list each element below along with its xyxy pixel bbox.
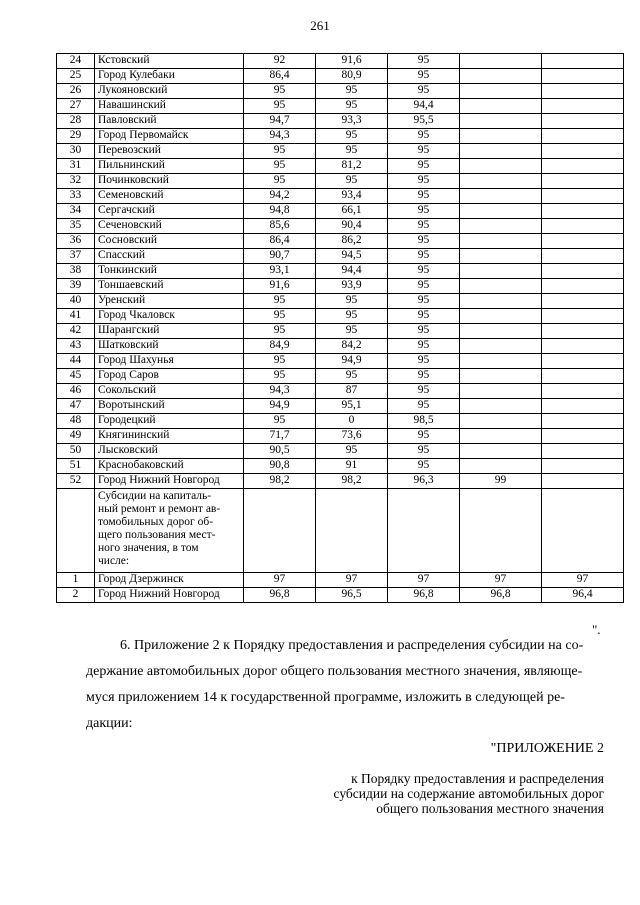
value-col-2: 73,6 bbox=[316, 429, 388, 444]
value-col-2: 95,1 bbox=[316, 399, 388, 414]
value-col-1: 85,6 bbox=[244, 219, 316, 234]
district-name: Тоншаевский bbox=[95, 279, 244, 294]
value-col-2: 87 bbox=[316, 384, 388, 399]
value-col-1: 95 bbox=[244, 324, 316, 339]
value-col-5 bbox=[542, 84, 624, 99]
value-col-4: 96,8 bbox=[460, 588, 542, 603]
value-col-1: 94,2 bbox=[244, 189, 316, 204]
value-col-2: 84,2 bbox=[316, 339, 388, 354]
appendix-line: субсидии на содержание автомобильных дорог bbox=[333, 786, 604, 801]
table-row bbox=[57, 114, 624, 129]
value-col-1: 90,8 bbox=[244, 459, 316, 474]
empty-cell bbox=[542, 489, 624, 573]
value-col-1: 94,8 bbox=[244, 204, 316, 219]
table-row bbox=[57, 399, 624, 414]
value-col-1: 92 bbox=[244, 54, 316, 69]
value-col-1: 86,4 bbox=[244, 234, 316, 249]
subsidy-description-line: Субсидии на капиталь- bbox=[98, 490, 212, 502]
value-col-1: 84,9 bbox=[244, 339, 316, 354]
value-col-1: 90,5 bbox=[244, 444, 316, 459]
subsidy-description-line: томобильных дорог об- bbox=[98, 516, 214, 528]
value-col-1: 94,3 bbox=[244, 129, 316, 144]
table-row bbox=[57, 159, 624, 174]
value-col-5 bbox=[542, 189, 624, 204]
district-name: Починковский bbox=[95, 174, 244, 189]
value-col-5 bbox=[542, 384, 624, 399]
row-number: 44 bbox=[57, 354, 95, 369]
value-col-4 bbox=[460, 339, 542, 354]
value-col-3: 95 bbox=[388, 429, 460, 444]
value-col-1: 96,8 bbox=[244, 588, 316, 603]
value-col-3: 95 bbox=[388, 129, 460, 144]
value-col-5 bbox=[542, 69, 624, 84]
table-body bbox=[57, 54, 624, 603]
district-name: Спасский bbox=[95, 249, 244, 264]
district-name: Шатковский bbox=[95, 339, 244, 354]
value-col-4 bbox=[460, 399, 542, 414]
value-col-4 bbox=[460, 54, 542, 69]
value-col-4 bbox=[460, 264, 542, 279]
value-col-2: 95 bbox=[316, 369, 388, 384]
table-row bbox=[57, 144, 624, 159]
appendix-line: общего пользования местного значения bbox=[376, 801, 604, 816]
district-name: Уренский bbox=[95, 294, 244, 309]
value-col-2: 95 bbox=[316, 84, 388, 99]
closing-quote: ". bbox=[592, 622, 601, 637]
value-col-1: 95 bbox=[244, 309, 316, 324]
value-col-1: 95 bbox=[244, 354, 316, 369]
value-col-3: 95 bbox=[388, 399, 460, 414]
appendix-line: к Порядку предоставления и распределения bbox=[351, 771, 604, 786]
row-number: 52 bbox=[57, 474, 95, 489]
value-col-4 bbox=[460, 249, 542, 264]
value-col-4 bbox=[460, 324, 542, 339]
row-number: 45 bbox=[57, 369, 95, 384]
table-row bbox=[57, 264, 624, 279]
value-col-2: 93,3 bbox=[316, 114, 388, 129]
value-col-5 bbox=[542, 339, 624, 354]
value-col-4 bbox=[460, 444, 542, 459]
value-col-3: 95 bbox=[388, 159, 460, 174]
value-col-3: 95 bbox=[388, 324, 460, 339]
row-number: 50 bbox=[57, 444, 95, 459]
district-name: Павловский bbox=[95, 114, 244, 129]
value-col-4: 99 bbox=[460, 474, 542, 489]
empty-cell bbox=[57, 489, 95, 573]
empty-cell bbox=[460, 489, 542, 573]
district-name: Город Дзержинск bbox=[95, 573, 244, 588]
table-row bbox=[57, 309, 624, 324]
subsidy-table bbox=[56, 53, 624, 603]
value-col-4 bbox=[460, 429, 542, 444]
value-col-2: 91,6 bbox=[316, 54, 388, 69]
value-col-4 bbox=[460, 294, 542, 309]
value-col-3: 98,5 bbox=[388, 414, 460, 429]
value-col-3: 95 bbox=[388, 339, 460, 354]
value-col-2: 94,4 bbox=[316, 264, 388, 279]
district-name: Навашинский bbox=[95, 99, 244, 114]
value-col-5 bbox=[542, 414, 624, 429]
subsidy-description-line: ного значения, в том bbox=[98, 542, 199, 554]
district-name: Город Шахунья bbox=[95, 354, 244, 369]
value-col-4 bbox=[460, 309, 542, 324]
value-col-5 bbox=[542, 144, 624, 159]
value-col-5 bbox=[542, 429, 624, 444]
value-col-1: 93,1 bbox=[244, 264, 316, 279]
value-col-5 bbox=[542, 474, 624, 489]
value-col-1: 95 bbox=[244, 369, 316, 384]
value-col-2: 95 bbox=[316, 99, 388, 114]
paragraph-line: муся приложением 14 к государственной программе, изложить в следующей ре- bbox=[86, 690, 565, 705]
value-col-2: 90,4 bbox=[316, 219, 388, 234]
value-col-4 bbox=[460, 414, 542, 429]
district-name: Княгининский bbox=[95, 429, 244, 444]
table-row bbox=[57, 54, 624, 69]
table-row bbox=[57, 129, 624, 144]
table-row bbox=[57, 459, 624, 474]
value-col-2: 95 bbox=[316, 294, 388, 309]
table-row bbox=[57, 234, 624, 249]
row-number: 31 bbox=[57, 159, 95, 174]
table-row bbox=[57, 99, 624, 114]
value-col-1: 94,7 bbox=[244, 114, 316, 129]
value-col-5 bbox=[542, 399, 624, 414]
district-name: Город Саров bbox=[95, 369, 244, 384]
value-col-2: 0 bbox=[316, 414, 388, 429]
value-col-2: 91 bbox=[316, 459, 388, 474]
table-row bbox=[57, 573, 624, 588]
value-col-5 bbox=[542, 174, 624, 189]
value-col-3: 95 bbox=[388, 459, 460, 474]
row-number: 28 bbox=[57, 114, 95, 129]
district-name: Город Нижний Новгород bbox=[95, 588, 244, 603]
value-col-5 bbox=[542, 219, 624, 234]
value-col-5: 96,4 bbox=[542, 588, 624, 603]
value-col-4 bbox=[460, 159, 542, 174]
district-name: Лукояновский bbox=[95, 84, 244, 99]
value-col-1: 94,3 bbox=[244, 384, 316, 399]
row-number: 29 bbox=[57, 129, 95, 144]
value-col-2: 98,2 bbox=[316, 474, 388, 489]
value-col-2: 80,9 bbox=[316, 69, 388, 84]
district-name: Сосновский bbox=[95, 234, 244, 249]
value-col-4 bbox=[460, 144, 542, 159]
value-col-4 bbox=[460, 219, 542, 234]
district-name: Город Нижний Новгород bbox=[95, 474, 244, 489]
value-col-3: 95 bbox=[388, 309, 460, 324]
value-col-2: 93,9 bbox=[316, 279, 388, 294]
value-col-3: 95 bbox=[388, 189, 460, 204]
district-name: Тонкинский bbox=[95, 264, 244, 279]
value-col-5 bbox=[542, 444, 624, 459]
value-col-4 bbox=[460, 459, 542, 474]
value-col-1: 95 bbox=[244, 99, 316, 114]
value-col-2: 86,2 bbox=[316, 234, 388, 249]
value-col-4: 97 bbox=[460, 573, 542, 588]
subsidy-description-line: ный ремонт и ремонт ав- bbox=[98, 503, 221, 515]
subsidy-description-line: числе: bbox=[98, 555, 130, 567]
empty-cell bbox=[244, 489, 316, 573]
value-col-3: 95 bbox=[388, 264, 460, 279]
value-col-5 bbox=[542, 159, 624, 174]
value-col-1: 95 bbox=[244, 144, 316, 159]
value-col-2: 96,5 bbox=[316, 588, 388, 603]
value-col-1: 71,7 bbox=[244, 429, 316, 444]
table-row bbox=[57, 474, 624, 489]
paragraph-line: 6. Приложение 2 к Порядку предоставления и распределения субсидии на со- bbox=[120, 638, 584, 653]
row-number: 34 bbox=[57, 204, 95, 219]
value-col-3: 95 bbox=[388, 219, 460, 234]
row-number: 47 bbox=[57, 399, 95, 414]
value-col-4 bbox=[460, 174, 542, 189]
table-row bbox=[57, 354, 624, 369]
subsidy-description bbox=[95, 489, 244, 573]
value-col-3: 95 bbox=[388, 354, 460, 369]
row-number: 46 bbox=[57, 384, 95, 399]
value-col-4 bbox=[460, 189, 542, 204]
appendix-description bbox=[274, 771, 604, 816]
value-col-3: 95 bbox=[388, 369, 460, 384]
value-col-2: 94,9 bbox=[316, 354, 388, 369]
value-col-5 bbox=[542, 114, 624, 129]
value-col-3: 95 bbox=[388, 174, 460, 189]
empty-cell bbox=[316, 489, 388, 573]
value-col-5 bbox=[542, 204, 624, 219]
value-col-4 bbox=[460, 279, 542, 294]
value-col-3: 95,5 bbox=[388, 114, 460, 129]
value-col-5 bbox=[542, 279, 624, 294]
value-col-4 bbox=[460, 204, 542, 219]
value-col-1: 86,4 bbox=[244, 69, 316, 84]
value-col-3: 95 bbox=[388, 204, 460, 219]
table-row bbox=[57, 84, 624, 99]
table-row bbox=[57, 174, 624, 189]
table-row bbox=[57, 414, 624, 429]
paragraph-line: дакции: bbox=[86, 716, 133, 731]
district-name: Перевозский bbox=[95, 144, 244, 159]
row-number: 51 bbox=[57, 459, 95, 474]
value-col-2: 94,5 bbox=[316, 249, 388, 264]
subsidy-section-row bbox=[57, 489, 624, 573]
value-col-5 bbox=[542, 234, 624, 249]
value-col-2: 93,4 bbox=[316, 189, 388, 204]
value-col-4 bbox=[460, 99, 542, 114]
district-name: Сокольский bbox=[95, 384, 244, 399]
table-row bbox=[57, 294, 624, 309]
row-number: 2 bbox=[57, 588, 95, 603]
district-name: Город Кулебаки bbox=[95, 69, 244, 84]
table-row bbox=[57, 369, 624, 384]
value-col-1: 98,2 bbox=[244, 474, 316, 489]
district-name: Город Первомайск bbox=[95, 129, 244, 144]
district-name: Кстовский bbox=[95, 54, 244, 69]
value-col-3: 95 bbox=[388, 279, 460, 294]
value-col-5 bbox=[542, 294, 624, 309]
value-col-4 bbox=[460, 129, 542, 144]
value-col-5: 97 bbox=[542, 573, 624, 588]
district-name: Лысковский bbox=[95, 444, 244, 459]
value-col-2: 81,2 bbox=[316, 159, 388, 174]
value-col-1: 95 bbox=[244, 414, 316, 429]
table-row bbox=[57, 219, 624, 234]
row-number: 48 bbox=[57, 414, 95, 429]
table-row bbox=[57, 384, 624, 399]
value-col-2: 66,1 bbox=[316, 204, 388, 219]
value-col-5 bbox=[542, 369, 624, 384]
row-number: 30 bbox=[57, 144, 95, 159]
district-name: Семеновский bbox=[95, 189, 244, 204]
value-col-3: 95 bbox=[388, 54, 460, 69]
page-number: 261 bbox=[310, 18, 330, 33]
value-col-3: 95 bbox=[388, 249, 460, 264]
value-col-3: 97 bbox=[388, 573, 460, 588]
paragraph-line: держание автомобильных дорог общего пользования местного значения, являюще- bbox=[86, 664, 583, 679]
value-col-5 bbox=[542, 129, 624, 144]
value-col-2: 95 bbox=[316, 144, 388, 159]
value-col-3: 95 bbox=[388, 144, 460, 159]
value-col-3: 95 bbox=[388, 84, 460, 99]
appendix-title: "ПРИЛОЖЕНИЕ 2 bbox=[490, 741, 604, 756]
row-number: 35 bbox=[57, 219, 95, 234]
row-number: 43 bbox=[57, 339, 95, 354]
row-number: 41 bbox=[57, 309, 95, 324]
row-number: 42 bbox=[57, 324, 95, 339]
value-col-3: 95 bbox=[388, 294, 460, 309]
value-col-1: 95 bbox=[244, 174, 316, 189]
row-number: 36 bbox=[57, 234, 95, 249]
table-row bbox=[57, 588, 624, 603]
row-number: 1 bbox=[57, 573, 95, 588]
value-col-3: 95 bbox=[388, 384, 460, 399]
value-col-3: 95 bbox=[388, 234, 460, 249]
value-col-3: 95 bbox=[388, 444, 460, 459]
value-col-3: 94,4 bbox=[388, 99, 460, 114]
row-number: 38 bbox=[57, 264, 95, 279]
value-col-4 bbox=[460, 369, 542, 384]
value-col-3: 96,8 bbox=[388, 588, 460, 603]
row-number: 33 bbox=[57, 189, 95, 204]
value-col-4 bbox=[460, 354, 542, 369]
empty-cell bbox=[388, 489, 460, 573]
district-name: Сергачский bbox=[95, 204, 244, 219]
value-col-1: 94,9 bbox=[244, 399, 316, 414]
row-number: 32 bbox=[57, 174, 95, 189]
table-row bbox=[57, 429, 624, 444]
row-number: 25 bbox=[57, 69, 95, 84]
value-col-4 bbox=[460, 234, 542, 249]
district-name: Городецкий bbox=[95, 414, 244, 429]
table-row bbox=[57, 69, 624, 84]
district-name: Воротынский bbox=[95, 399, 244, 414]
table-row bbox=[57, 339, 624, 354]
subsidy-description-line: щего пользования мест- bbox=[98, 529, 216, 541]
table-row bbox=[57, 189, 624, 204]
value-col-2: 97 bbox=[316, 573, 388, 588]
value-col-1: 90,7 bbox=[244, 249, 316, 264]
value-col-2: 95 bbox=[316, 309, 388, 324]
value-col-2: 95 bbox=[316, 324, 388, 339]
value-col-5 bbox=[542, 459, 624, 474]
table-row bbox=[57, 204, 624, 219]
district-name: Краснобаковский bbox=[95, 459, 244, 474]
table-row bbox=[57, 444, 624, 459]
row-number: 40 bbox=[57, 294, 95, 309]
value-col-4 bbox=[460, 384, 542, 399]
table-row bbox=[57, 249, 624, 264]
value-col-4 bbox=[460, 114, 542, 129]
value-col-1: 95 bbox=[244, 84, 316, 99]
row-number: 39 bbox=[57, 279, 95, 294]
table-row bbox=[57, 279, 624, 294]
value-col-5 bbox=[542, 54, 624, 69]
row-number: 26 bbox=[57, 84, 95, 99]
value-col-5 bbox=[542, 99, 624, 114]
row-number: 27 bbox=[57, 99, 95, 114]
value-col-5 bbox=[542, 264, 624, 279]
value-col-2: 95 bbox=[316, 174, 388, 189]
district-name: Пильнинский bbox=[95, 159, 244, 174]
value-col-2: 95 bbox=[316, 129, 388, 144]
value-col-5 bbox=[542, 249, 624, 264]
amendment-paragraph bbox=[86, 633, 604, 737]
row-number: 37 bbox=[57, 249, 95, 264]
value-col-1: 91,6 bbox=[244, 279, 316, 294]
value-col-1: 95 bbox=[244, 294, 316, 309]
value-col-5 bbox=[542, 309, 624, 324]
value-col-1: 97 bbox=[244, 573, 316, 588]
value-col-5 bbox=[542, 324, 624, 339]
district-name: Город Чкаловск bbox=[95, 309, 244, 324]
district-name: Сеченовский bbox=[95, 219, 244, 234]
row-number: 49 bbox=[57, 429, 95, 444]
value-col-4 bbox=[460, 69, 542, 84]
value-col-3: 96,3 bbox=[388, 474, 460, 489]
value-col-2: 95 bbox=[316, 444, 388, 459]
value-col-5 bbox=[542, 354, 624, 369]
value-col-4 bbox=[460, 84, 542, 99]
value-col-1: 95 bbox=[244, 159, 316, 174]
table-row bbox=[57, 324, 624, 339]
row-number: 24 bbox=[57, 54, 95, 69]
value-col-3: 95 bbox=[388, 69, 460, 84]
district-name: Шарангский bbox=[95, 324, 244, 339]
